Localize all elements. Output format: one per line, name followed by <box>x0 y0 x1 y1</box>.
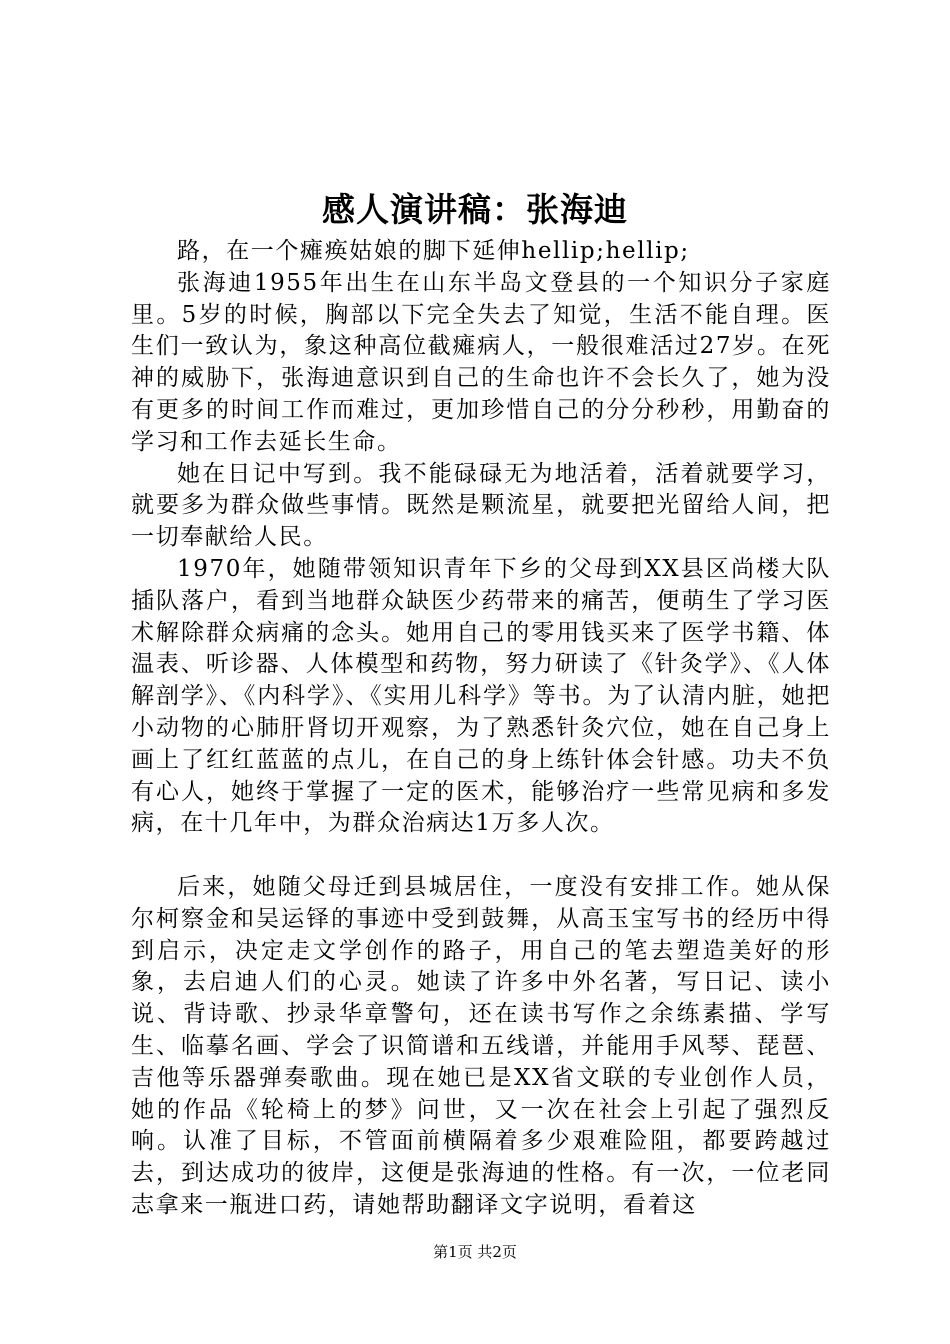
paragraph-3: 她在日记中写到。我不能碌碌无为地活着，活着就要学习，就要多为群众做些事情。既然是颗流星，就要把光留给人间，把一切奉献给人民。 <box>131 460 831 551</box>
paragraph-4: 1970年，她随带领知识青年下乡的父母到XX县区尚楼大队插队落户，看到当地群众缺医少药带来的痛苦，便萌生了学习医术解除群众病痛的念头。她用自己的零用钱买来了医学书籍、体温表、听诊器、人体模型和药物，努力研读了《针灸学》、《人体解剖学》、《内科学》、《实用儿科学》等书。为了认清内脏，她把小动物的心肺肝肾切开观察，为了熟悉针灸穴位，她在自己身上画上了红红蓝蓝的点儿，在自己的身上练针体会针感。功夫不负有心人，她终于掌握了一定的医术，能够治疗一些常见病和多发病，在十几年中，为群众治病达1万多人次。 <box>131 555 831 837</box>
document-body <box>131 236 831 1222</box>
paragraph-1: 路，在一个瘫痪姑娘的脚下延伸hellip;hellip; <box>177 238 690 264</box>
paragraph-2: 张海迪1955年出生在山东半岛文登县的一个知识分子家庭里。5岁的时候，胸部以下完全失去了知觉，生活不能自理。医生们一致认为，象这种高位截瘫病人，一般很难活过27岁。在死神的威胁下，张海迪意识到自己的生命也许不会长久了，她为没有更多的时间工作而难过，更加珍惜自己的分分秒秒，用勤奋的学习和工作去延长生命。 <box>131 269 831 455</box>
page-number-footer: 第1页 共2页 <box>433 1243 517 1261</box>
paragraph-5: 后来，她随父母迁到县城居住，一度没有安排工作。她从保尔柯察金和吴运铎的事迹中受到鼓舞，从高玉宝写书的经历中得到启示，决定走文学创作的路子，用自己的笔去塑造美好的形象，去启迪人们的心灵。她读了许多中外名著，写日记、读小说、背诗歌、抄录华章警句，还在读书写作之余练素描、学写生、临摹名画、学会了识简谱和五线谱，并能用手风琴、琵琶、吉他等乐器弹奏歌曲。现在她已是XX省文联的专业创作人员，她的作品《轮椅上的梦》问世，又一次在社会上引起了强烈反响。认准了目标，不管面前横隔着多少艰难险阻，都要跨越过去，到达成功的彼岸，这便是张海迪的性格。有一次，一位老同志拿来一瓶进口药，请她帮助翻译文字说明，看着这 <box>131 873 831 1218</box>
document-title: 感人演讲稿：张海迪 <box>322 190 628 229</box>
